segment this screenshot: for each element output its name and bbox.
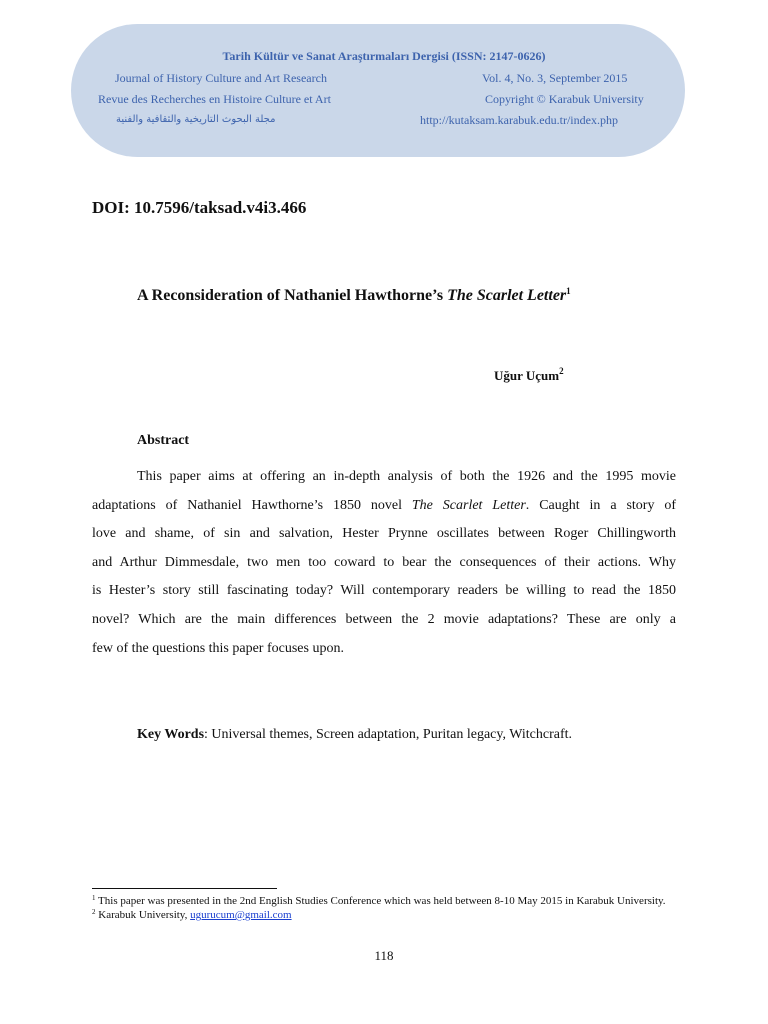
- journal-title: Tarih Kültür ve Sanat Araştırmaları Dergisi (ISSN: 2147-0626): [222, 49, 546, 63]
- footnote-2: $^2$ Karabuk University, ugurucum@gmail.com: [92, 908, 292, 921]
- journal-header-banner: [71, 24, 685, 157]
- abstract-line: is Hester’s story still fascinating today? Will contemporary readers be willing to read the 1850: [92, 583, 676, 599]
- keywords-label: Key Words: [137, 727, 205, 742]
- paper-title: [137, 287, 571, 305]
- journal-name-english: Journal of History Culture and Art Research: [115, 71, 327, 85]
- abstract-line: novel? Which are the main differences between the 2 movie adaptations? These are only a: [92, 611, 676, 627]
- keywords: [137, 727, 572, 743]
- journal-name-arabic: مجلة البحوث التاريخية والثقافية والفنية: [116, 114, 276, 125]
- abstract-body: [92, 463, 676, 663]
- keywords-text: : Universal themes, Screen adaptation, Puritan legacy, Witchcraft.: [204, 727, 573, 742]
- abstract-line: and Arthur Dimmesdale, two men too coward to bear the consequences of their actions. Why: [92, 554, 676, 570]
- footnote-divider: [92, 888, 277, 889]
- author-footnote-ref[interactable]: 2: [559, 366, 564, 376]
- title-footnote-ref[interactable]: 1: [566, 286, 571, 296]
- author: [494, 368, 564, 384]
- abstract-line: This paper aims at offering an in-depth analysis of both the 1926 and the 1995 movie: [137, 469, 676, 484]
- paper-title-main: A Reconsideration of Nathaniel Hawthorne’s: [137, 287, 448, 304]
- journal-copyright: Copyright © Karabuk University: [485, 92, 644, 106]
- abstract-line: few of the questions this paper focuses upon.: [92, 640, 344, 656]
- footnote-1: $^1$ This paper was presented in the 2nd English Studies Conference which was held between 8-10 May 2015 in Karabuk University.: [92, 894, 666, 907]
- page-number: 118: [374, 948, 394, 963]
- abstract-heading: Abstract: [137, 433, 190, 448]
- doi: DOI: 10.7596/taksad.v4i3.466: [92, 198, 307, 217]
- journal-volume: Vol. 4, No. 3, September 2015: [482, 71, 628, 85]
- footnotes: [92, 894, 676, 922]
- journal-name-french: Revue des Recherches en Histoire Culture et Art: [98, 92, 331, 106]
- paper-title-italic: The Scarlet Letter: [447, 287, 567, 304]
- abstract-line: adaptations of Nathaniel Hawthorne’s 1850 novel The Scarlet Letter. Caught in a story of: [92, 497, 676, 513]
- abstract-line: love and shame, of sin and salvation, Hester Prynne oscillates between Roger Chillingworth: [92, 526, 676, 542]
- author-email-link[interactable]: ugurucum@gmail.com: [190, 909, 292, 921]
- journal-url[interactable]: http://kutaksam.karabuk.edu.tr/index.php: [420, 113, 618, 127]
- author-name: Uğur Uçum: [494, 368, 560, 383]
